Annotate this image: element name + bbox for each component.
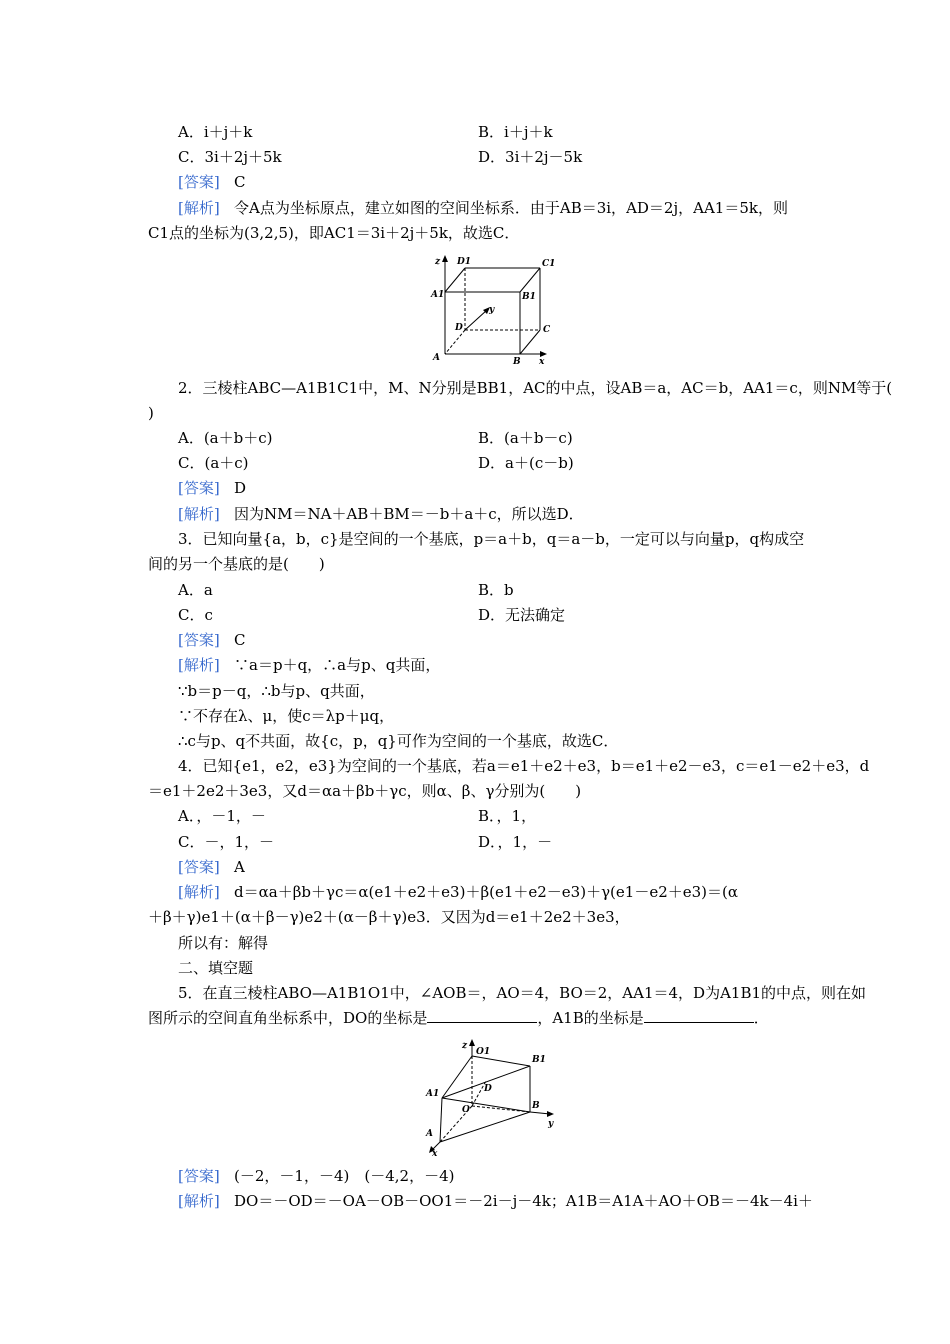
q5-stem-line2 <box>148 1008 769 1028</box>
answer-value: (－2，－1，－4) (－4,2，－4) <box>234 1167 455 1185</box>
answer-tag: [答案] <box>178 1167 220 1185</box>
q4-stem-line2: ＝e1＋2e2＋3e3，又d＝αa＋βb＋γc，则α、β、γ分别为( ) <box>148 782 582 800</box>
q3-analysis-line2: ∵b＝p－q，∴b与p、q共面， <box>178 682 375 700</box>
fig2-label-x: x <box>432 1149 438 1156</box>
q2-stem-line2: ) <box>148 404 154 422</box>
q5-stem-part1: 图所示的空间直角坐标系中，DO的坐标是 <box>148 1009 428 1027</box>
q4-analysis-line2: ＋β＋γ)e1＋(α＋β－γ)e2＋(α－β＋γ)e3．又因为d＝e1＋2e2＋3e3， <box>148 908 630 926</box>
fig1-label-c1: C1 <box>542 259 556 269</box>
answer-value: A <box>234 858 245 876</box>
analysis-text: 因为NM＝NA＋AB＋BM＝－b＋a＋c，所以选D． <box>234 505 584 523</box>
fig1-label-z: z <box>435 257 441 267</box>
fig2-label-o1: O1 <box>476 1047 491 1057</box>
fig2-label-a1: A1 <box>426 1089 440 1099</box>
q2-analysis <box>178 504 584 524</box>
q2-option-d: D．a＋(c－b) <box>478 454 574 472</box>
analysis-text: DO＝－OD＝－OA－OB－OO1＝－2i－j－4k；A1B＝A1A＋AO＋OB＝－4k－4i＋ <box>234 1192 813 1210</box>
answer-tag: [答案] <box>178 858 220 876</box>
answer-tag: [答案] <box>178 479 220 497</box>
answer-tag: [答案] <box>178 631 220 649</box>
prism-figure <box>420 1036 560 1156</box>
q4-option-b: B．，1， <box>478 807 537 825</box>
answer-blank-1[interactable] <box>427 1008 537 1023</box>
q2-stem: 2．三棱柱ABC—A1B1C1中，M、N分别是BB1，AC的中点，设AB＝a，AC＝b，AA1＝c，则NM等于( <box>178 379 893 397</box>
q2-answer <box>178 478 246 498</box>
q4-option-c: C．－，1，－ <box>178 833 275 851</box>
analysis-text: 令A点为坐标原点，建立如图的空间坐标系．由于AB＝3i，AD＝2j，AA1＝5k，则 <box>234 199 788 217</box>
fig1-label-b: B <box>513 357 521 367</box>
q4-analysis <box>178 882 738 902</box>
fig1-label-c: C <box>543 325 551 335</box>
q1-analysis-line2: C1点的坐标为(3,2,5)，即AC1＝3i＋2j＋5k，故选C． <box>148 224 520 242</box>
q2-option-a: A．(a＋b＋c) <box>178 429 273 447</box>
answer-value: C <box>234 173 246 191</box>
analysis-tag: [解析] <box>178 505 220 523</box>
q4-analysis-line3: 所以有：解得 <box>178 934 269 952</box>
q2-option-c: C．(a＋c) <box>178 454 249 472</box>
q3-analysis-line3: ∵不存在λ、μ，使c＝λp＋μq， <box>178 707 395 725</box>
fig1-label-a: A <box>433 353 440 363</box>
answer-value: C <box>234 631 246 649</box>
q2-option-b: B．(a＋b－c) <box>478 429 573 447</box>
cuboid-figure <box>425 252 560 367</box>
fig1-label-d: D <box>455 323 463 333</box>
fig2-label-z: z <box>462 1041 468 1051</box>
q3-analysis <box>178 655 440 675</box>
fig1-label-d1: D1 <box>457 257 472 267</box>
q3-answer <box>178 630 246 650</box>
fig2-label-b: B <box>532 1101 540 1111</box>
q5-analysis <box>178 1191 813 1211</box>
q3-analysis-line4: ∴c与p、q不共面，故{c，p，q}可作为空间的一个基底，故选C． <box>178 732 619 750</box>
analysis-tag: [解析] <box>178 199 220 217</box>
fig2-label-y: y <box>548 1119 554 1129</box>
fig2-label-a: A <box>426 1129 433 1139</box>
analysis-tag: [解析] <box>178 656 220 674</box>
fig2-label-d: D <box>484 1084 492 1094</box>
q5-stem: 5．在直三棱柱ABO—A1B1O1中，∠AOB＝，AO＝4，BO＝2，AA1＝4，D为A1B1的中点，则在如 <box>178 984 867 1002</box>
analysis-text: d＝αa＋βb＋γc＝α(e1＋e2＋e3)＋β(e1＋e2－e3)＋γ(e1－e2＋e3)＝(α <box>234 883 738 901</box>
answer-tag: [答案] <box>178 173 220 191</box>
q1-answer <box>178 172 246 192</box>
q3-option-d: D．无法确定 <box>478 606 566 624</box>
q4-stem: 4．已知{e1，e2，e3}为空间的一个基底，若a＝e1＋e2＋e3，b＝e1＋e2－e3，c＝e1－e2＋e3，d <box>178 757 870 775</box>
q1-option-b: B．i＋j＋k <box>478 123 553 141</box>
fig2-label-b1: B1 <box>532 1055 546 1065</box>
fig1-label-x: x <box>539 357 545 367</box>
fig1-label-b1: B1 <box>522 292 536 302</box>
q3-stem-line2: 间的另一个基底的是( ) <box>148 555 325 573</box>
fig1-label-a1: A1 <box>431 290 445 300</box>
q4-answer <box>178 857 245 877</box>
analysis-text: ∵a＝p＋q，∴a与p、q共面， <box>234 656 441 674</box>
q1-option-a: A．i＋j＋k <box>178 123 253 141</box>
q1-analysis <box>178 198 788 218</box>
analysis-tag: [解析] <box>178 1192 220 1210</box>
fig1-label-y: y <box>489 305 495 315</box>
answer-blank-2[interactable] <box>644 1008 754 1023</box>
answer-value: D <box>234 479 247 497</box>
q1-option-c: C．3i＋2j＋5k <box>178 148 282 166</box>
q5-answer <box>178 1166 454 1186</box>
fig2-label-o: O <box>462 1105 470 1115</box>
section-title: 二、填空题 <box>178 959 254 977</box>
q3-option-a: A．a <box>178 581 213 599</box>
q3-option-b: B．b <box>478 581 514 599</box>
q4-option-a: A．，－1，－ <box>178 807 266 825</box>
q1-option-d: D．3i＋2j－5k <box>478 148 583 166</box>
q3-option-c: C．c <box>178 606 213 624</box>
q3-stem: 3．已知向量{a，b，c}是空间的一个基底，p＝a＋b，q＝a－b，一定可以与向量p，q构成空 <box>178 530 805 548</box>
q5-stem-part2: ，A1B的坐标是 <box>537 1009 644 1027</box>
q5-stem-part3: ． <box>753 1009 769 1027</box>
q4-option-d: D．，1，－ <box>478 833 553 851</box>
analysis-tag: [解析] <box>178 883 220 901</box>
